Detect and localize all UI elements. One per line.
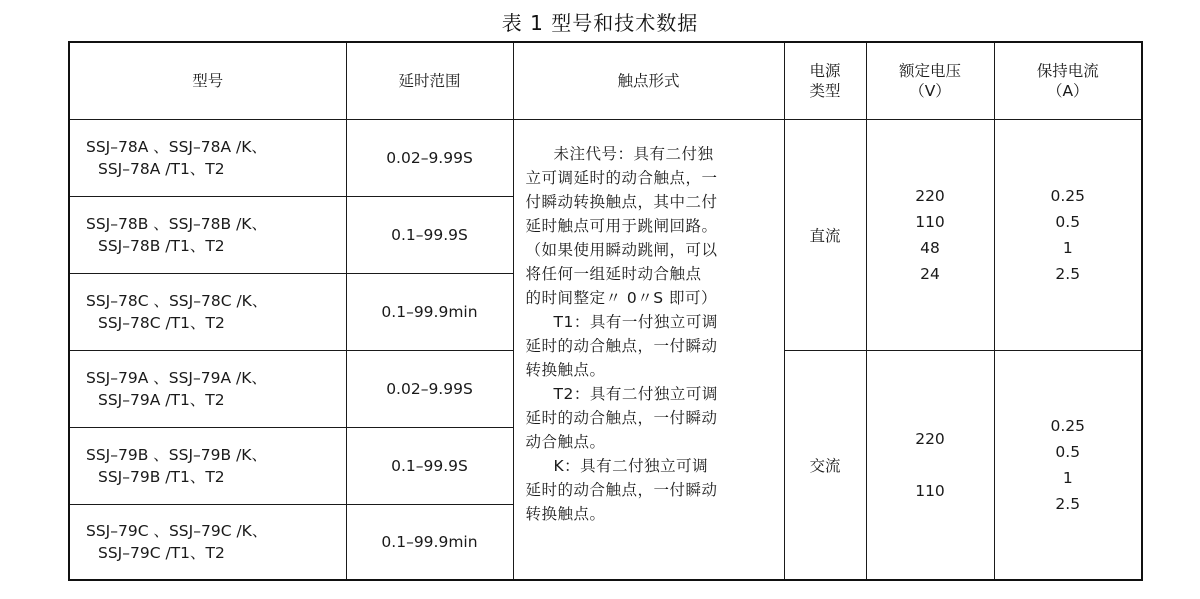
contact-line: T2：具有二付独立可调 [553, 384, 718, 403]
header-power-type [784, 42, 866, 119]
model-cell [69, 119, 346, 196]
contact-line: 付瞬动转换触点，其中二付 [525, 192, 718, 211]
range-cell: 0.1–99.9S [346, 196, 513, 273]
current-value: 2.5 [1055, 264, 1081, 283]
model-line2: SSJ–79B /T1、T2 [98, 467, 225, 486]
contact-description [513, 119, 784, 580]
current-value: 0.5 [1055, 212, 1081, 231]
contact-line: K：具有二付独立可调 [553, 456, 709, 475]
current-value: 2.5 [1055, 494, 1081, 513]
current-value: 1 [1062, 238, 1073, 257]
header-power-type-line1: 电源 [809, 61, 841, 80]
voltage-value: 48 [920, 238, 940, 257]
header-current-line2: （A） [1046, 81, 1089, 100]
range-cell: 0.02–9.99S [346, 119, 513, 196]
current-value: 0.25 [1050, 416, 1085, 435]
header-current [994, 42, 1142, 119]
contact-line: 延时触点可用于跳闸回路。 [525, 216, 718, 235]
header-model: 型号 [69, 42, 346, 119]
model-line2: SSJ–78B /T1、T2 [98, 236, 225, 255]
current-value: 0.25 [1050, 186, 1085, 205]
voltage-value: 110 [915, 481, 945, 500]
contact-line: 立可调延时的动合触点，一 [525, 168, 718, 187]
header-contact: 触点形式 [513, 42, 784, 119]
table-row [69, 119, 1142, 196]
range-cell: 0.1–99.9min [346, 273, 513, 350]
contact-line: 未注代号：具有二付独 [553, 144, 714, 163]
current-value: 0.5 [1055, 442, 1081, 461]
contact-line: 转换触点。 [525, 504, 606, 523]
voltage-value: 110 [915, 212, 945, 231]
header-power-type-line2: 类型 [809, 81, 841, 100]
voltage-spacer [867, 452, 994, 478]
power-type-ac: 交流 [784, 350, 866, 580]
model-line1: SSJ–78B 、SSJ–78B /K、 [86, 214, 267, 233]
range-cell: 0.1–99.9min [346, 504, 513, 580]
voltage-value: 24 [920, 264, 940, 283]
current-ac [994, 350, 1142, 580]
header-voltage-line1: 额定电压 [898, 61, 961, 80]
contact-line: 延时的动合触点，一付瞬动 [525, 336, 718, 355]
model-line1: SSJ–78A 、SSJ–78A /K、 [86, 137, 267, 156]
voltage-value: 220 [915, 429, 945, 448]
contact-line: （如果使用瞬动跳闸，可以 [525, 240, 718, 259]
power-type-dc: 直流 [784, 119, 866, 350]
model-line1: SSJ–79B 、SSJ–79B /K、 [86, 445, 267, 464]
model-line1: SSJ–79A 、SSJ–79A /K、 [86, 368, 267, 387]
model-cell [69, 273, 346, 350]
header-voltage [866, 42, 994, 119]
voltage-dc [866, 119, 994, 350]
contact-line: 延时的动合触点，一付瞬动 [525, 408, 718, 427]
table-title: 表 1 型号和技术数据 [501, 11, 699, 35]
voltage-ac [866, 350, 994, 580]
model-cell [69, 350, 346, 427]
current-value: 1 [1062, 468, 1073, 487]
model-line1: SSJ–79C 、SSJ–79C /K、 [86, 521, 268, 540]
model-line2: SSJ–78A /T1、T2 [98, 159, 225, 178]
voltage-value: 220 [915, 186, 945, 205]
range-cell: 0.02–9.99S [346, 350, 513, 427]
header-voltage-line2: （V） [909, 81, 951, 100]
contact-line: 动合触点。 [525, 432, 606, 451]
model-cell [69, 427, 346, 504]
contact-line: 将任何一组延时动合触点 [525, 264, 702, 283]
current-dc [994, 119, 1142, 350]
spec-table [68, 41, 1143, 581]
model-cell [69, 504, 346, 580]
model-cell [69, 196, 346, 273]
contact-line: 的时间整定〃 0〃S 即可） [525, 288, 718, 307]
contact-line: 转换触点。 [525, 360, 606, 379]
header-range: 延时范围 [346, 42, 513, 119]
header-row [69, 42, 1142, 119]
model-line2: SSJ–79C /T1、T2 [98, 543, 225, 562]
contact-line: T1：具有一付独立可调 [553, 312, 718, 331]
model-line2: SSJ–78C /T1、T2 [98, 313, 225, 332]
model-line1: SSJ–78C 、SSJ–78C /K、 [86, 291, 268, 310]
range-cell: 0.1–99.9S [346, 427, 513, 504]
header-current-line1: 保持电流 [1036, 61, 1099, 80]
contact-line: 延时的动合触点，一付瞬动 [525, 480, 718, 499]
model-line2: SSJ–79A /T1、T2 [98, 390, 225, 409]
